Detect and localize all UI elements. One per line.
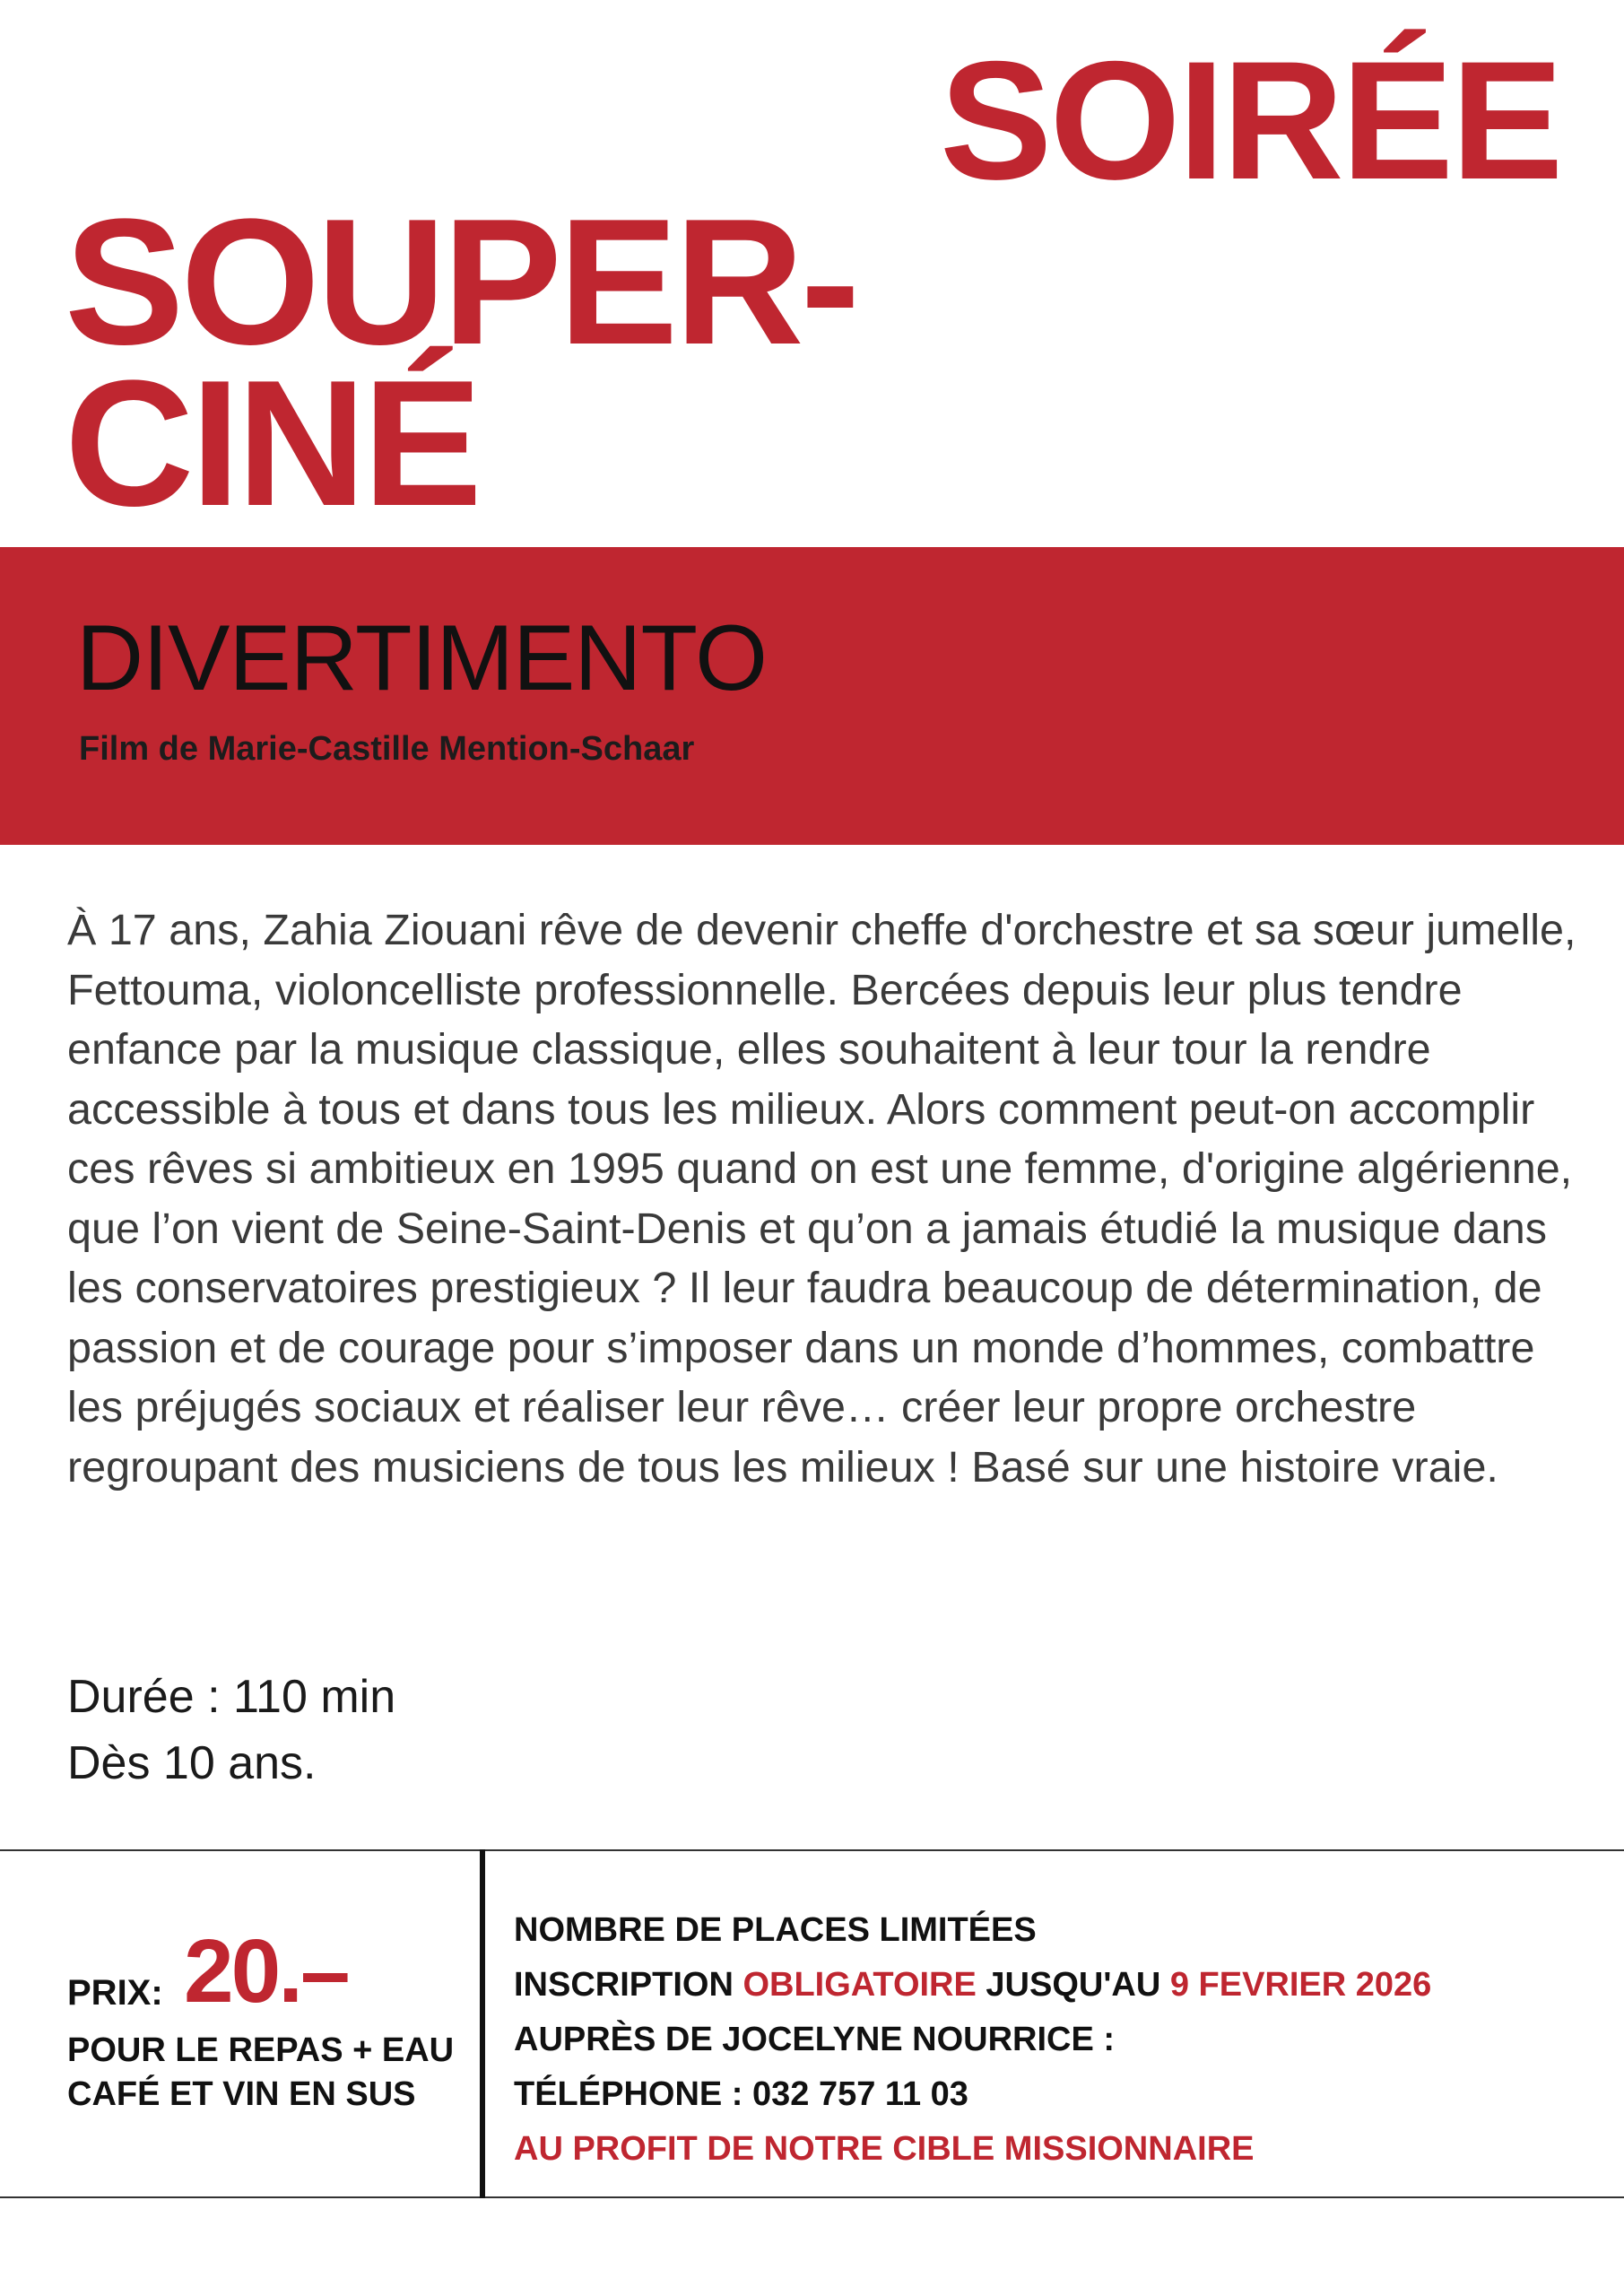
price-note-line2: CAFÉ ET VIN EN SUS [67, 2075, 416, 2113]
title-soiree: SOIRÉE [940, 26, 1561, 214]
title-cine: CINÉ [65, 344, 479, 544]
info-phone: TÉLÉPHONE : 032 757 11 03 [514, 2075, 968, 2113]
title-souper: SOUPER- [65, 182, 857, 382]
price-label: PRIX: [67, 1973, 163, 2013]
info-inscription [514, 1958, 1431, 2013]
film-age-rating: Dès 10 ans. [67, 1737, 317, 1789]
price-note [67, 2029, 454, 2117]
info-inscription-date: 9 FEVRIER 2026 [1169, 1966, 1432, 2004]
info-contact: AUPRÈS DE JOCELYNE NOURRICE : [514, 2021, 1116, 2058]
film-duration: Durée : 110 min [67, 1671, 396, 1723]
film-title: DIVERTIMENTO [76, 606, 768, 710]
info-inscription-required: OBLIGATOIRE [743, 1966, 977, 2004]
film-synopsis: À 17 ans, Zahia Ziouani rêve de devenir cheffe d'orchestre et sa sœur jumelle, Fettouma, violoncelliste professionnelle. Bercées depuis leur plus tendre enfance par la musique classique, elles souhaitent à leur tour la rendre accessible à tous et dans tous les milieux. Alors comment peut-on accomplir ces rêves si ambitieux en 1995 quand on est une femme, d'origine algérienne, que l’on vient de Seine-Saint-Denis et qu’on a jamais étudié la musique dans les conservatoires prestigieux ? Il leur faudra beaucoup de détermination, de passion et de courage pour s’imposer dans un monde d’hommes, combattre les préjugés sociaux et réaliser leur rêve… créer leur propre orchestre regroupant des musiciens de tous les milieux ! Basé sur une histoire vraie. [67, 906, 1576, 1492]
price-note-line1: POUR LE REPAS + EAU [67, 2031, 455, 2069]
info-inscription-until: JUSQU'AU [976, 1966, 1170, 2004]
info-places: NOMBRE DE PLACES LIMITÉES [514, 1911, 1037, 1949]
price-value: 20.– [184, 1921, 348, 2022]
info-inscription-prefix: INSCRIPTION [514, 1966, 743, 2004]
info-cause: AU PROFIT DE NOTRE CIBLE MISSIONNAIRE [514, 2130, 1255, 2168]
film-banner [0, 547, 1624, 845]
film-director: Film de Marie-Castille Mention-Schaar [79, 730, 695, 768]
film-details [67, 1664, 395, 1796]
registration-info [514, 1903, 1431, 2177]
divider-bottom [0, 2196, 1624, 2198]
divider-vertical [480, 1849, 485, 2198]
divider-top [0, 1849, 1624, 1851]
